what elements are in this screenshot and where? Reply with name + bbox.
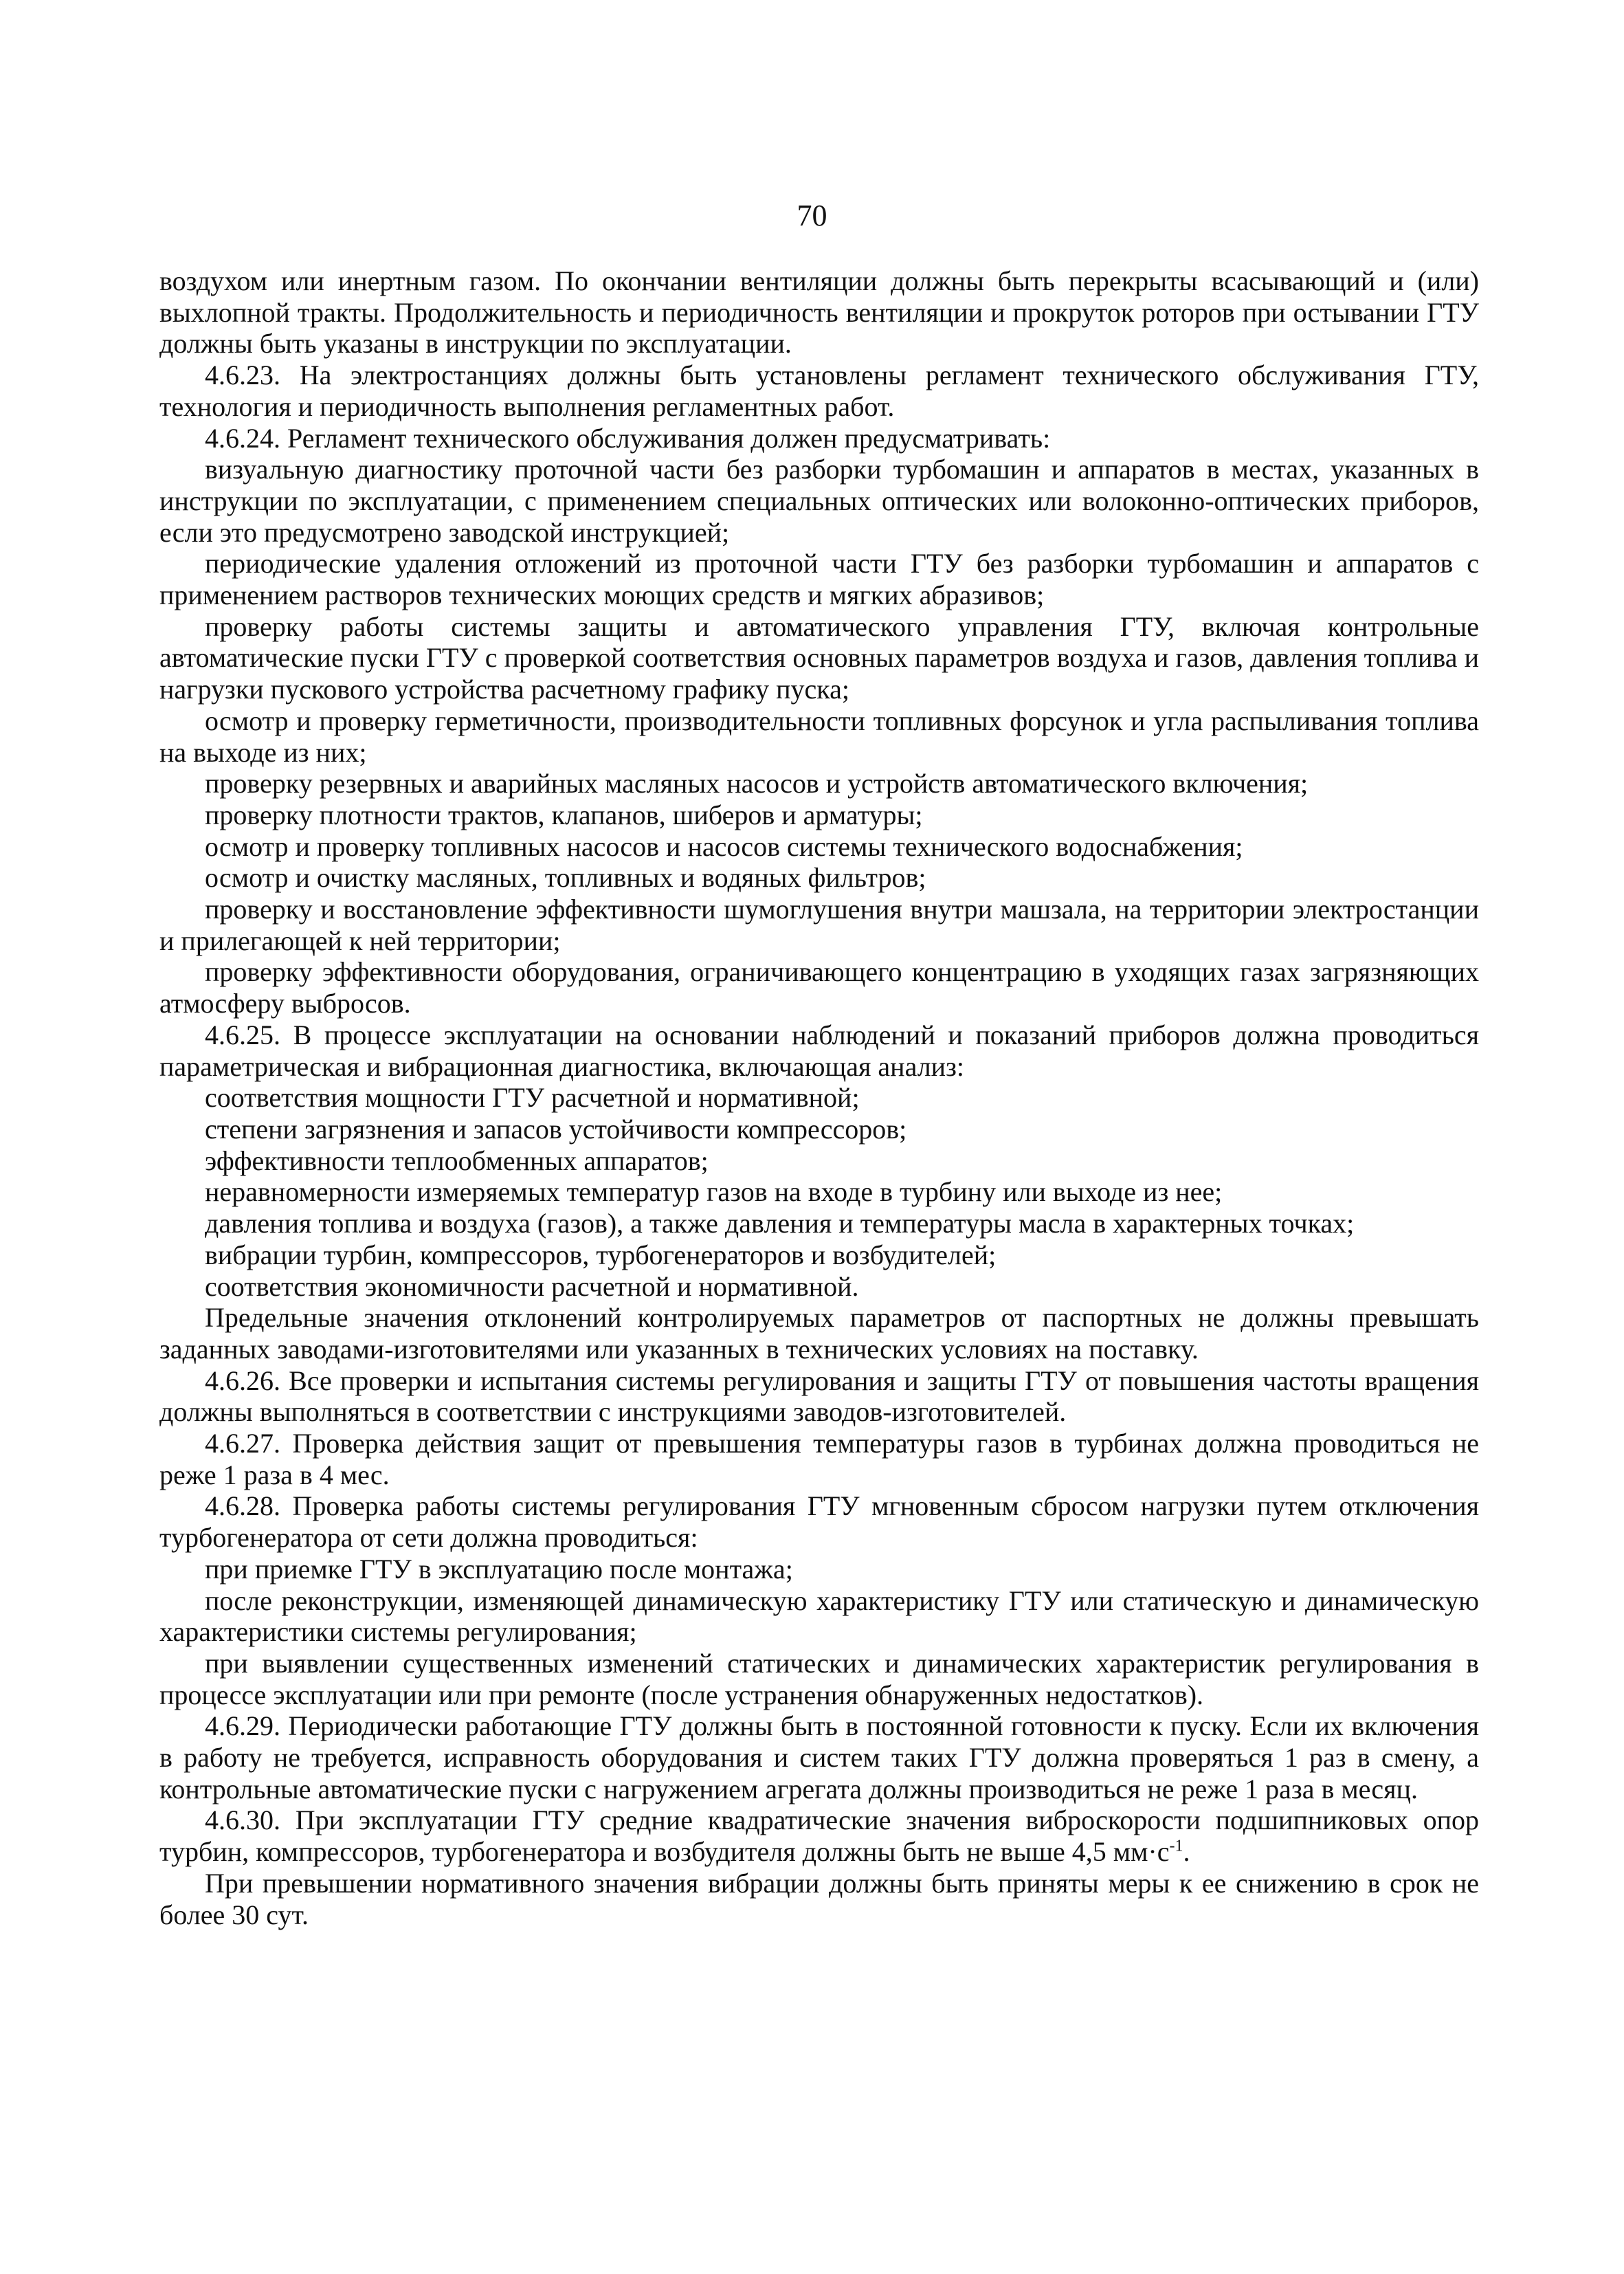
paragraph — [159, 1710, 1479, 1804]
paragraph-text: проверку резервных и аварийных масляных насосов и устройств автоматического включения; — [205, 768, 1309, 799]
paragraph — [159, 1302, 1479, 1365]
paragraph-text: при выявлении существенных изменений статических и динамических характеристик регулирования в процессе эксплуатации или при ремонте (после устранения обнаруженных недостатков). — [159, 1647, 1479, 1710]
paragraph — [159, 548, 1479, 610]
paragraph — [159, 894, 1479, 956]
paragraph — [159, 1145, 1479, 1177]
paragraph-text: эффективности теплообменных аппаратов; — [205, 1145, 709, 1176]
paragraph — [159, 1176, 1479, 1208]
paragraph — [159, 1239, 1479, 1271]
paragraph-text: 4.6.27. Проверка действия защит от превышения температуры газов в турбинах должна проводиться не реже 1 раза в 4 мес. — [159, 1428, 1479, 1490]
paragraph-text: 4.6.28. Проверка работы системы регулирования ГТУ мгновенным сбросом нагрузки путем отключения турбогенератора от сети должна проводиться: — [159, 1490, 1479, 1554]
paragraph-text: проверку и восстановление эффективности шумоглушения внутри машзала, на территории электростанции и прилегающей к ней территории; — [159, 894, 1479, 956]
paragraph-text: осмотр и проверку топливных насосов и насосов системы технического водоснабжения; — [205, 830, 1243, 862]
document-body — [159, 265, 1479, 1930]
paragraph — [159, 1428, 1479, 1490]
paragraph-text: вибрации турбин, компрессоров, турбогенераторов и возбудителей; — [205, 1239, 997, 1270]
paragraph-text: осмотр и проверку герметичности, производительности топливных форсунок и угла распыливания топлива на выходе из них; — [159, 705, 1479, 768]
paragraph-text: давления топлива и воздуха (газов), а также давления и температуры масла в характерных точках; — [205, 1208, 1355, 1239]
paragraph-text: неравномерности измеряемых температур газов на входе в турбину или выходе из нее; — [205, 1176, 1223, 1208]
paragraph — [159, 956, 1479, 1019]
paragraph — [159, 1082, 1479, 1114]
paragraph-text: периодические удаления отложений из проточной части ГТУ без разборки турбомашин и аппаратов с применением растворов технических моющих средств и мягких абразивов; — [159, 548, 1479, 611]
paragraph-text: при приемке ГТУ в эксплуатацию после монтажа; — [205, 1553, 793, 1585]
paragraph-text: степени загрязнения и запасов устойчивости компрессоров; — [205, 1113, 907, 1145]
paragraph-text: проверку плотности трактов, клапанов, шиберов и арматуры; — [205, 799, 923, 830]
paragraph-text: визуальную диагностику проточной части без разборки турбомашин и аппаратов в местах, указанных в инструкции по эксплуатации, с применением специальных оптических или волоконно-оптических приборов, если это предусмотрено заводской инструкцией; — [159, 454, 1479, 548]
paragraph — [159, 799, 1479, 831]
paragraph — [159, 1804, 1479, 1867]
paragraph-text: 4.6.26. Все проверки и испытания системы регулирования и защиты ГТУ от повышения частоты вращения должны выполняться в соответствии с инструкциями заводов-изготовителей. — [159, 1365, 1479, 1428]
paragraph-text: При превышении нормативного значения вибрации должны быть приняты меры к ее снижению в срок не более 30 сут. — [159, 1867, 1479, 1930]
paragraph — [159, 1490, 1479, 1553]
paragraph-text: 4.6.30. При эксплуатации ГТУ средние квадратические значения виброскорости подшипниковых опор турбин, компрессоров, турбогенератора и возбудителя должны быть не выше 4,5 мм·с — [159, 1804, 1479, 1868]
paragraph — [159, 1271, 1479, 1303]
paragraph-text: соответствия мощности ГТУ расчетной и нормативной; — [205, 1082, 860, 1114]
paragraph — [159, 705, 1479, 768]
paragraph-text: после реконструкции, изменяющей динамическую характеристику ГТУ или статическую и динамическую характеристики системы регулирования; — [159, 1585, 1479, 1648]
paragraph-end-punctuation: . — [1183, 1836, 1190, 1868]
paragraph — [159, 265, 1479, 360]
paragraph-text: 4.6.25. В процессе эксплуатации на основании наблюдений и показаний приборов должна проводиться параметрическая и вибрационная диагностика, включающая анализ: — [159, 1019, 1479, 1082]
paragraph — [159, 1868, 1479, 1930]
paragraph — [159, 360, 1479, 422]
paragraph-text: 4.6.23. На электростанциях должны быть установлены регламент технического обслуживания ГТУ, технология и периодичность выполнения регламентных работ. — [159, 360, 1479, 422]
paragraph — [159, 611, 1479, 705]
paragraph-text: проверку работы системы защиты и автоматического управления ГТУ, включая контрольные автоматические пуски ГТУ с проверкой соответствия основных параметров воздуха и газов, давления топлива и нагрузки пускового устройства расчетному графику пуска; — [159, 610, 1479, 705]
paragraph — [159, 454, 1479, 548]
paragraph-text: Предельные значения отклонений контролируемых параметров от паспортных не должны превышать заданных заводами-изготовителями или указанных в технических условиях на поставку. — [159, 1302, 1479, 1365]
paragraph-text: воздухом или инертным газом. По окончании вентиляции должны быть перекрыты всасывающий и (или) выхлопной тракты. Продолжительность и периодичность вентиляции и прокруток роторов при остывании ГТУ должны быть указаны в инструкции по эксплуатации. — [159, 265, 1479, 360]
paragraph — [159, 1019, 1479, 1082]
paragraph — [159, 1208, 1479, 1239]
paragraph-text: осмотр и очистку масляных, топливных и водяных фильтров; — [205, 862, 926, 894]
paragraph-text: соответствия экономичности расчетной и нормативной. — [205, 1270, 859, 1302]
paragraph — [159, 831, 1479, 863]
paragraph-text: 4.6.29. Периодически работающие ГТУ должны быть в постоянной готовности к пуску. Если их включения в работу не требуется, исправность оборудования и систем таких ГТУ должна проверяться 1 раз в смену, а контрольные автоматические пуски с нагружением агрегата должны производиться не реже 1 раза в месяц. — [159, 1710, 1479, 1804]
paragraph — [159, 1114, 1479, 1145]
paragraph — [159, 1365, 1479, 1428]
paragraph-text: 4.6.24. Регламент технического обслуживания должен предусматривать: — [205, 422, 1051, 454]
paragraph — [159, 1585, 1479, 1648]
paragraph — [159, 423, 1479, 454]
paragraph — [159, 862, 1479, 894]
paragraph — [159, 768, 1479, 799]
unit-exponent: -1 — [1169, 1837, 1183, 1855]
paragraph-text: проверку эффективности оборудования, ограничивающего концентрацию в уходящих газах загрязняющих атмосферу выбросов. — [159, 956, 1479, 1019]
page-number: 70 — [797, 199, 827, 232]
paragraph — [159, 1648, 1479, 1710]
paragraph — [159, 1554, 1479, 1585]
